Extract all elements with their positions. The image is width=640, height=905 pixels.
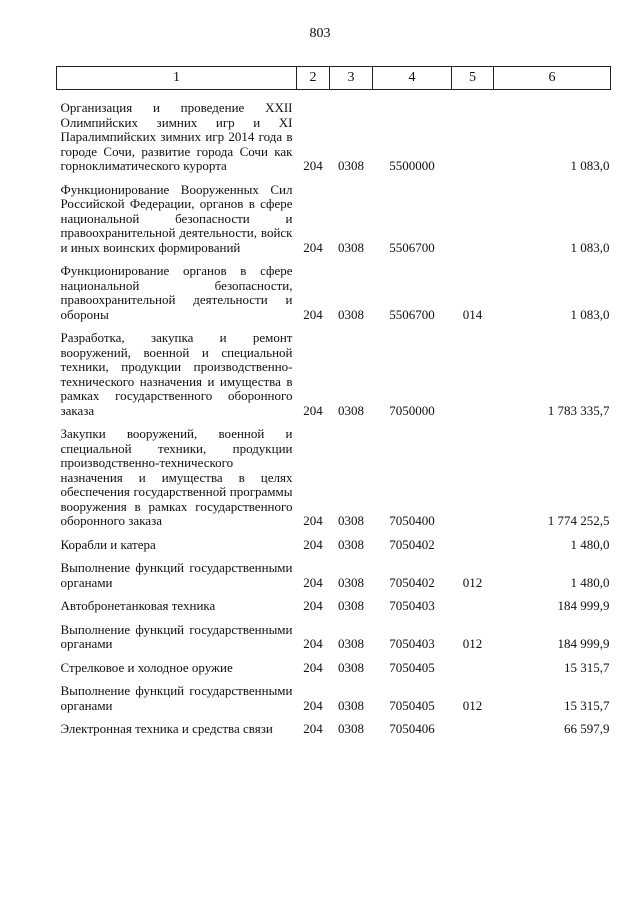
row-col-3: 0308 bbox=[338, 697, 364, 713]
row-amount: 184 999,9 bbox=[557, 598, 610, 613]
table-row bbox=[57, 558, 611, 596]
row-col-2: 204 bbox=[303, 239, 323, 255]
table-row bbox=[57, 180, 611, 262]
row-col-4: 7050000 bbox=[389, 402, 435, 418]
row-col-2: 204 bbox=[303, 574, 323, 590]
row-name: Функционирование органов в сфере национальной безопасности, правоохранительной деятельности и обороны bbox=[60, 263, 293, 322]
row-col-2: 204 bbox=[303, 636, 323, 651]
row-col-3: 0308 bbox=[338, 239, 364, 255]
table-row bbox=[57, 681, 611, 719]
column-header-2: 2 bbox=[297, 67, 330, 90]
row-col-4: 7050400 bbox=[389, 513, 435, 528]
row-col-3: 0308 bbox=[338, 598, 364, 613]
row-col-4: 7050405 bbox=[389, 659, 435, 675]
table-row bbox=[57, 98, 611, 180]
row-col-5 bbox=[452, 424, 494, 535]
row-col-4: 7050402 bbox=[389, 574, 435, 590]
row-amount: 1 083,0 bbox=[570, 239, 610, 255]
row-col-5 bbox=[452, 719, 494, 743]
row-col-2: 204 bbox=[303, 659, 323, 675]
row-name: Выполнение функций государственными органами bbox=[60, 621, 293, 651]
row-amount: 1 083,0 bbox=[570, 306, 610, 322]
row-name: Выполнение функций государственными органами bbox=[60, 683, 293, 713]
row-amount: 1 774 252,5 bbox=[547, 513, 610, 528]
row-amount: 66 597,9 bbox=[564, 721, 610, 736]
row-col-3: 0308 bbox=[338, 659, 364, 675]
row-col-4: 5500000 bbox=[389, 158, 435, 173]
table-row bbox=[57, 328, 611, 424]
row-amount: 1 480,0 bbox=[570, 574, 610, 590]
row-col-2: 204 bbox=[303, 306, 323, 322]
table-row bbox=[57, 261, 611, 328]
row-col-5: 012 bbox=[462, 636, 483, 651]
row-col-2: 204 bbox=[303, 536, 323, 552]
table-row bbox=[57, 596, 611, 620]
row-col-3: 0308 bbox=[338, 513, 364, 528]
row-col-3: 0308 bbox=[338, 636, 364, 651]
row-col-5 bbox=[452, 180, 494, 262]
row-amount: 1 083,0 bbox=[570, 158, 610, 173]
row-col-2: 204 bbox=[303, 158, 323, 173]
row-col-5 bbox=[452, 98, 494, 180]
row-amount: 1 480,0 bbox=[570, 536, 610, 552]
row-col-5: 012 bbox=[462, 574, 483, 590]
row-col-5: 014 bbox=[462, 306, 483, 322]
table-body bbox=[57, 90, 611, 743]
row-amount: 184 999,9 bbox=[557, 636, 610, 651]
row-col-5 bbox=[452, 328, 494, 424]
table-row bbox=[57, 719, 611, 743]
row-col-5 bbox=[452, 658, 494, 682]
row-name: Функционирование Вооруженных Сил Российской Федерации, органов в сфере национальной безопасности и правоохранительной деятельности, войск и иных воинских формирований bbox=[60, 181, 293, 255]
table-row bbox=[57, 658, 611, 682]
row-col-3: 0308 bbox=[338, 721, 364, 736]
row-col-2: 204 bbox=[303, 513, 323, 528]
row-name: Автобронетанковая техника bbox=[60, 598, 216, 613]
row-col-2: 204 bbox=[303, 402, 323, 418]
row-name: Закупки вооружений, военной и специальной техники, продукции производственно-технического назначения и имущества в целях обеспечения государственной программы вооружения в рамках государственного оборонного заказа bbox=[60, 426, 293, 528]
row-col-5 bbox=[452, 596, 494, 620]
row-name: Организация и проведение XXII Олимпийских зимних игр и XI Паралимпийских зимних игр 2014 года в городе Сочи, развитие города Сочи как горноклиматического курорта bbox=[60, 100, 293, 173]
column-header-6: 6 bbox=[494, 67, 611, 90]
column-header-5: 5 bbox=[452, 67, 494, 90]
row-col-3: 0308 bbox=[338, 536, 364, 552]
row-name: Корабли и катера bbox=[60, 536, 156, 552]
budget-table bbox=[56, 66, 611, 743]
table-header bbox=[57, 67, 611, 90]
row-col-4: 7050406 bbox=[389, 721, 435, 736]
row-amount: 15 315,7 bbox=[564, 659, 610, 675]
row-col-4: 5506700 bbox=[389, 306, 435, 322]
row-col-5 bbox=[452, 535, 494, 559]
row-col-5: 012 bbox=[462, 697, 483, 713]
row-col-2: 204 bbox=[303, 721, 323, 736]
row-col-2: 204 bbox=[303, 697, 323, 713]
row-col-3: 0308 bbox=[338, 402, 364, 418]
table-row bbox=[57, 424, 611, 535]
row-col-2: 204 bbox=[303, 598, 323, 613]
row-col-3: 0308 bbox=[338, 306, 364, 322]
row-amount: 15 315,7 bbox=[564, 697, 610, 713]
row-col-3: 0308 bbox=[338, 158, 364, 173]
row-amount: 1 783 335,7 bbox=[547, 402, 610, 418]
table-row bbox=[57, 535, 611, 559]
column-header-3: 3 bbox=[330, 67, 373, 90]
row-col-4: 5506700 bbox=[389, 239, 435, 255]
page-number: 803 bbox=[309, 26, 331, 41]
column-header-4: 4 bbox=[373, 67, 452, 90]
row-col-3: 0308 bbox=[338, 574, 364, 590]
header-row bbox=[57, 67, 611, 90]
row-name: Разработка, закупка и ремонт вооружений, военной и специальной техники, продукции производственно-технического назначения и имущества в рамках государственного оборонного заказа bbox=[60, 330, 293, 418]
row-name: Электронная техника и средства связи bbox=[60, 721, 273, 736]
row-col-4: 7050403 bbox=[389, 636, 435, 651]
column-header-1: 1 bbox=[57, 67, 297, 90]
row-name: Стрелковое и холодное оружие bbox=[60, 659, 233, 675]
row-col-4: 7050403 bbox=[389, 598, 435, 613]
row-col-4: 7050405 bbox=[389, 697, 435, 713]
row-col-4: 7050402 bbox=[389, 536, 435, 552]
table-row bbox=[57, 620, 611, 658]
row-name: Выполнение функций государственными органами bbox=[60, 560, 293, 590]
